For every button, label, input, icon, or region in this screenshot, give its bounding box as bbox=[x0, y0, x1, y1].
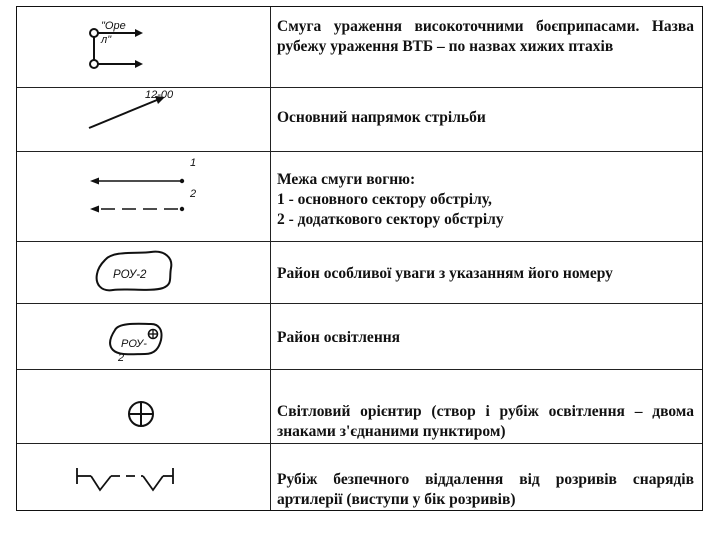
table-row-special-attention-area bbox=[17, 241, 702, 303]
vtb-strip-label-line2: л" bbox=[101, 34, 112, 46]
fire-strip-label-1: 1 bbox=[190, 157, 197, 169]
light-landmark-symbol-graphic bbox=[17, 370, 270, 444]
safe-distance-right-notch bbox=[143, 476, 163, 490]
vtb-strip-top-circle bbox=[90, 29, 98, 37]
fire-strip-description-line3: 2 - додаткового сектору обстрілу bbox=[277, 211, 504, 228]
symbol-light-landmark bbox=[17, 370, 270, 443]
fire-strip-symbol-graphic bbox=[17, 152, 270, 242]
light-landmark-description-2 bbox=[277, 422, 694, 442]
symbol-illumination-area bbox=[17, 304, 270, 369]
illumination-area-description: Район освітлення bbox=[277, 329, 401, 346]
safe-distance-description-line1: Рубіж безпечного віддалення від розривів снарядів bbox=[277, 471, 694, 488]
table-row-vtb-strip bbox=[17, 7, 702, 87]
illumination-area-label-line1: РОУ- bbox=[121, 338, 147, 350]
fire-strip-description bbox=[277, 170, 694, 230]
table-row-fire-strip-boundary bbox=[17, 151, 702, 241]
vtb-strip-label-line1: "Оре bbox=[101, 20, 126, 32]
light-landmark-description bbox=[277, 402, 694, 422]
fire-strip-description-line1: Межа смуги вогню: bbox=[277, 171, 416, 188]
fire-strip-additional-arrowhead bbox=[90, 206, 99, 213]
special-attention-area-description: Район особливої уваги з указанням його номеру bbox=[277, 265, 613, 282]
legend-table bbox=[16, 6, 703, 511]
safe-distance-left-notch bbox=[91, 476, 111, 490]
safe-distance-description bbox=[277, 470, 694, 490]
safe-distance-description-2 bbox=[277, 490, 694, 510]
fire-strip-additional-endpoint bbox=[180, 207, 184, 211]
main-direction-arrow-line bbox=[89, 100, 157, 128]
illumination-area-label-line2: 2 bbox=[118, 352, 125, 364]
symbol-vtb-strip bbox=[17, 7, 270, 87]
fire-strip-label-2: 2 bbox=[190, 188, 197, 200]
main-direction-description: Основний напрямок стрільби bbox=[277, 109, 486, 126]
vtb-strip-symbol-graphic bbox=[17, 7, 270, 87]
special-attention-symbol-graphic bbox=[17, 242, 270, 304]
fire-strip-description-line2: 1 - основного сектору обстрілу, bbox=[277, 191, 492, 208]
vtb-strip-description-line1: Смуга ураження високоточними боєприпасами. Назва bbox=[277, 18, 694, 35]
symbol-safe-distance-line bbox=[17, 444, 270, 512]
vtb-strip-bottom-arrowhead bbox=[135, 60, 143, 68]
light-landmark-description-line2: знаками з'єднаними пунктиром) bbox=[277, 423, 506, 440]
main-direction-label: 12-00 bbox=[145, 89, 174, 101]
special-attention-area-label: РОУ-2 bbox=[113, 269, 147, 281]
vtb-strip-description bbox=[277, 17, 694, 37]
table-row-illumination-area bbox=[17, 303, 702, 369]
vtb-strip-description-2 bbox=[277, 37, 694, 57]
vtb-strip-bottom-circle bbox=[90, 60, 98, 68]
symbol-fire-strip-boundary bbox=[17, 152, 270, 241]
table-row-light-landmark bbox=[17, 369, 702, 443]
table-row-main-direction bbox=[17, 87, 702, 151]
vtb-strip-description-line2: рубежу ураження ВТБ – по назвах хижих птахів bbox=[277, 38, 614, 55]
vtb-strip-top-arrowhead bbox=[135, 29, 143, 37]
symbol-main-direction bbox=[17, 88, 270, 151]
fire-strip-main-endpoint bbox=[180, 179, 184, 183]
main-direction-symbol-graphic bbox=[17, 88, 270, 152]
symbol-special-attention-area bbox=[17, 242, 270, 303]
light-landmark-description-line1: Світловий орієнтир (створ і рубіж освітлення – двома bbox=[277, 403, 694, 420]
fire-strip-main-arrowhead bbox=[90, 178, 99, 185]
safe-distance-description-line2: артилерії (виступи у бік розривів) bbox=[277, 491, 516, 508]
illumination-area-symbol-graphic bbox=[17, 304, 270, 370]
safe-distance-symbol-graphic bbox=[17, 444, 270, 513]
table-row-safe-distance-line bbox=[17, 443, 702, 512]
